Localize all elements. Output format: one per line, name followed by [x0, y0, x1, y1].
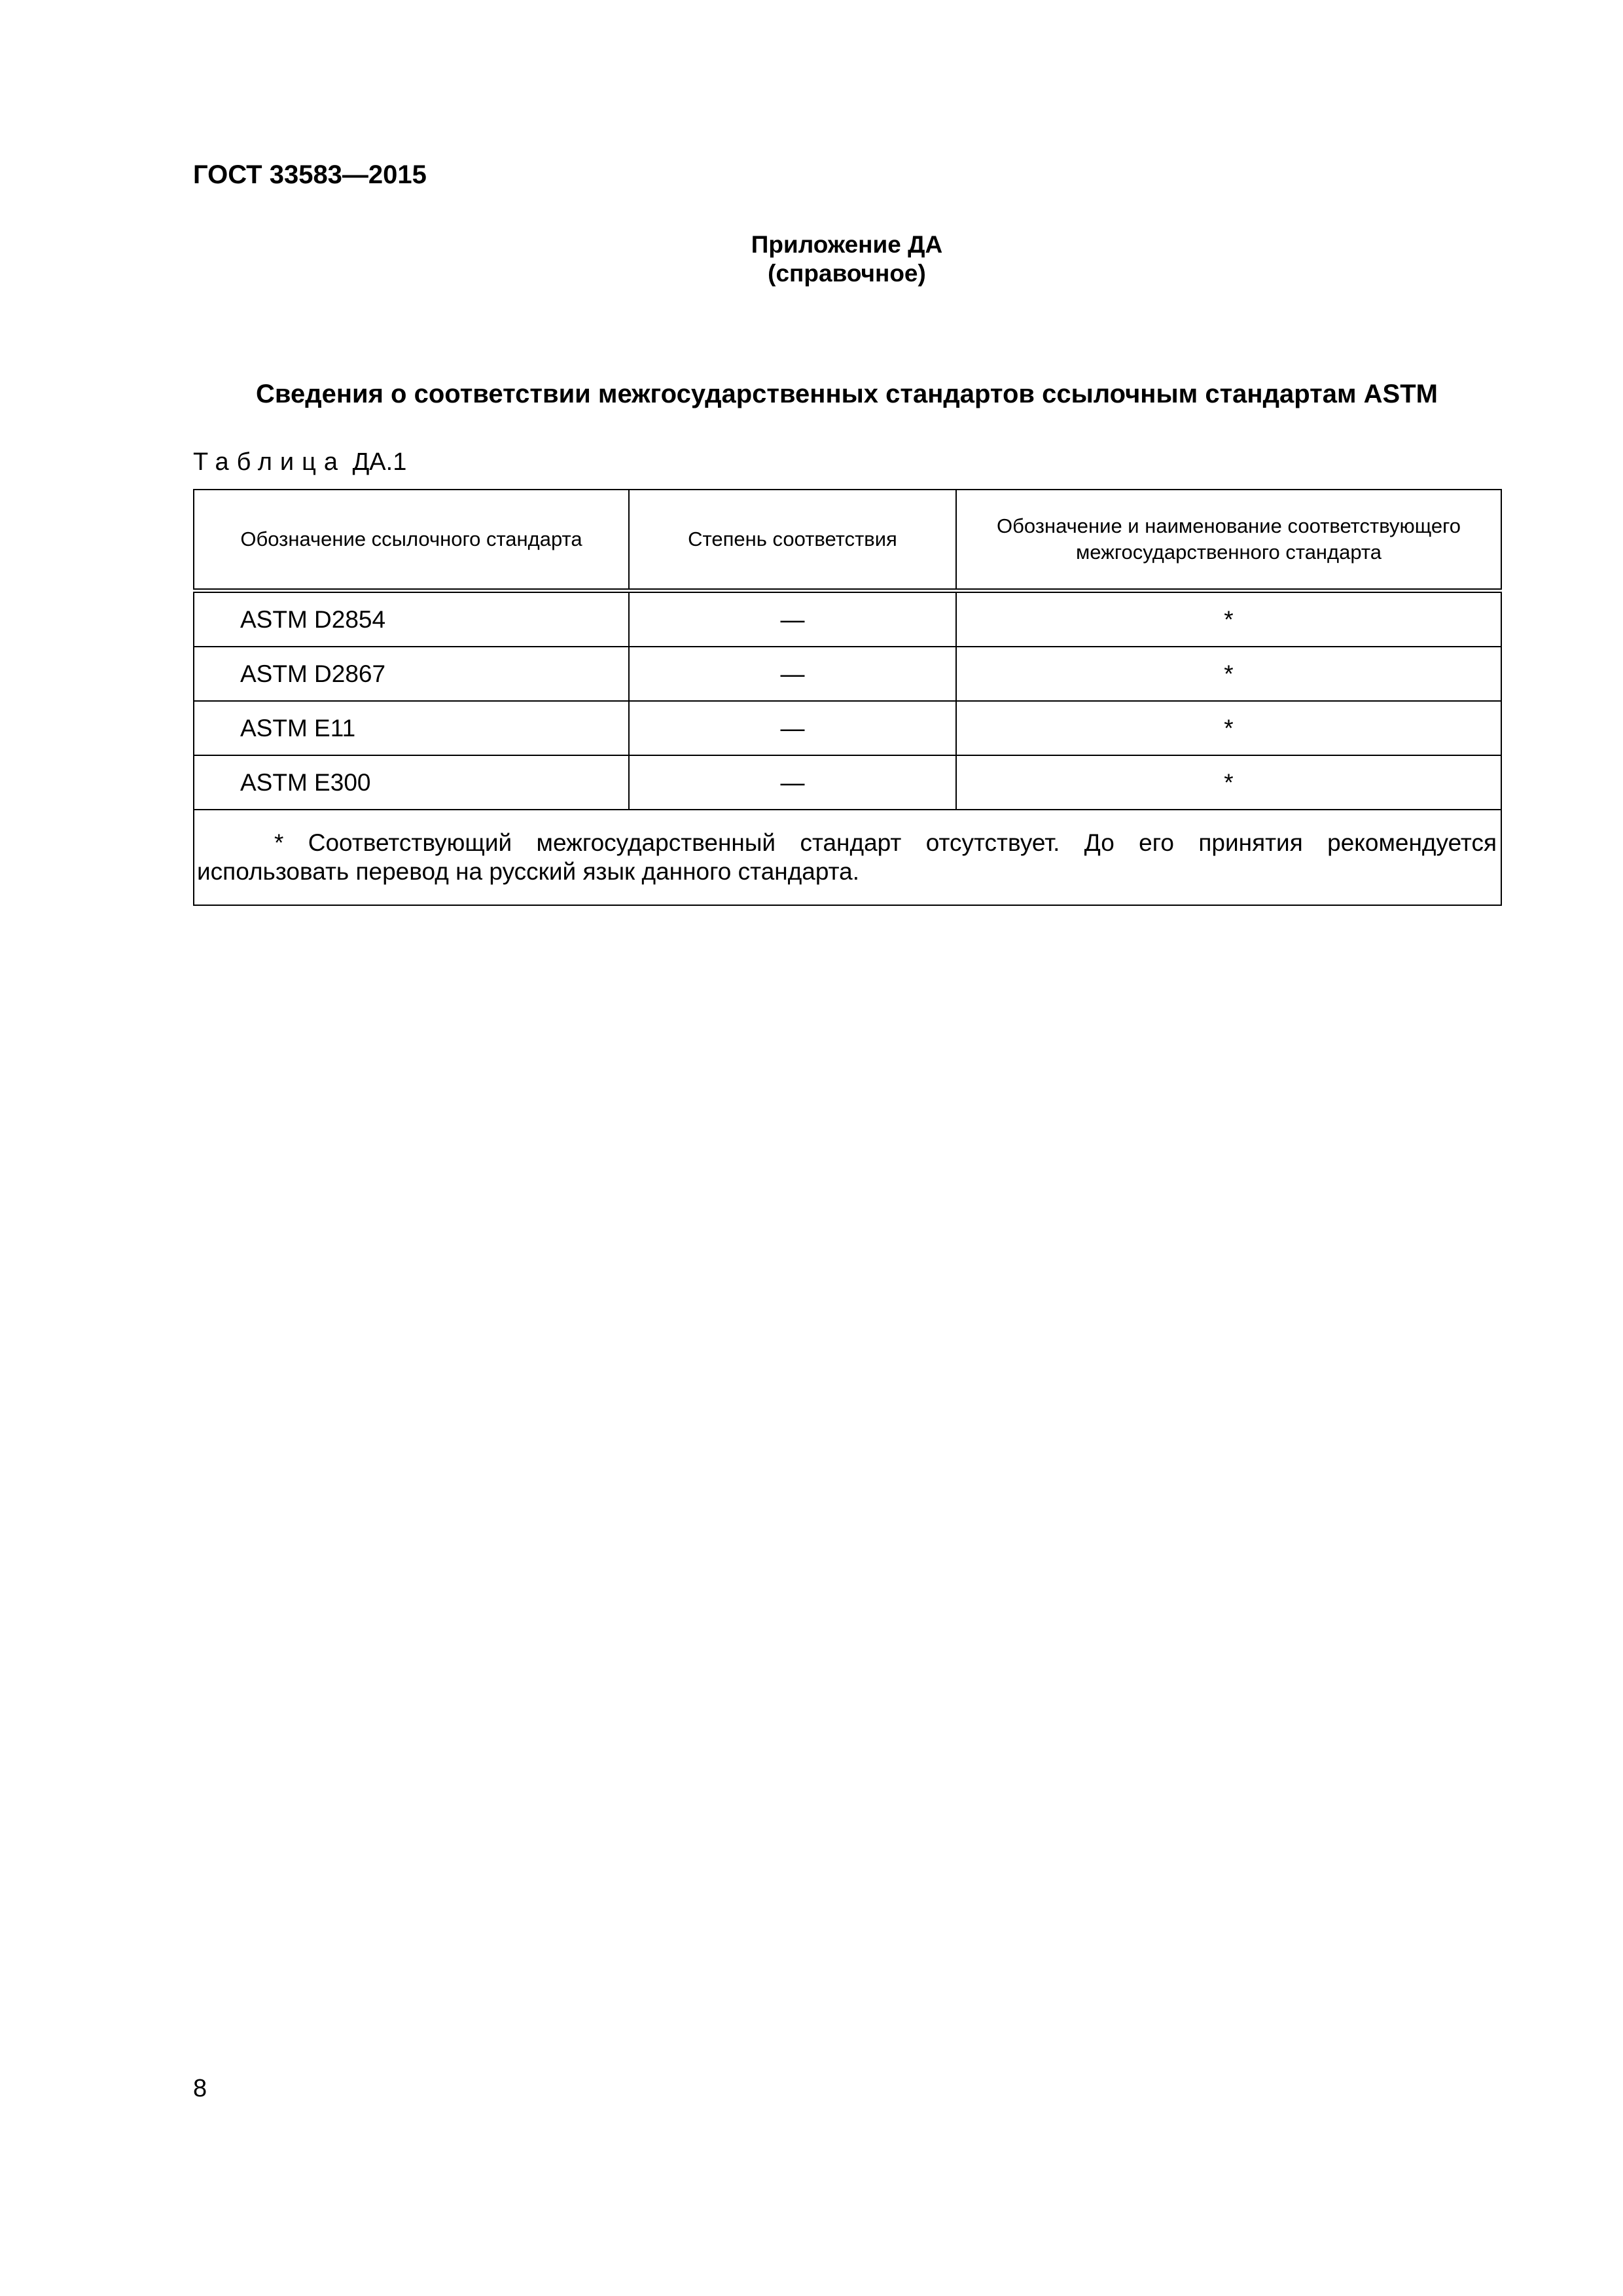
- equivalent-standard-cell: *: [956, 755, 1501, 810]
- column-header-reference-standard: Обозначение ссылочного стандарта: [194, 490, 629, 591]
- degree-cell: —: [629, 647, 956, 701]
- table-caption: [193, 448, 406, 476]
- reference-standard-cell: ASTM D2854: [194, 591, 629, 647]
- table-caption-number: ДА.1: [352, 448, 407, 476]
- degree-cell: —: [629, 755, 956, 810]
- reference-standard-cell: ASTM E11: [194, 701, 629, 755]
- equivalent-standard-cell: *: [956, 701, 1501, 755]
- reference-standard-cell: ASTM E300: [194, 755, 629, 810]
- table-row: [194, 591, 1501, 647]
- column-header-degree: Степень соответствия: [629, 490, 956, 591]
- equivalent-standard-cell: *: [956, 591, 1501, 647]
- equivalent-standard-cell: *: [956, 647, 1501, 701]
- table-footnote-row: [194, 810, 1501, 905]
- table-row: [194, 647, 1501, 701]
- table-row: [194, 755, 1501, 810]
- column-header-equivalent-standard: Обозначение и наименование соответствующего межгосударственного стандарта: [956, 490, 1501, 591]
- correspondence-table-container: [193, 489, 1501, 906]
- document-code: ГОСТ 33583—2015: [193, 160, 427, 189]
- appendix-title: Приложение ДА: [751, 231, 943, 258]
- table-header-row: [194, 490, 1501, 591]
- correspondence-table: [193, 489, 1502, 906]
- degree-cell: —: [629, 591, 956, 647]
- section-title: Сведения о соответствии межгосударственных стандартов ссылочным стандартам ASTM: [256, 380, 1438, 408]
- table-row: [194, 701, 1501, 755]
- reference-standard-cell: ASTM D2867: [194, 647, 629, 701]
- appendix-kind: (справочное): [768, 260, 926, 287]
- page-number: 8: [193, 2075, 207, 2102]
- degree-cell: —: [629, 701, 956, 755]
- table-caption-word: Таблица: [193, 448, 346, 476]
- table-footnote: * Соответствующий межгосударственный стандарт отсутствует. До его принятия рекомендуется использовать перевод на русский язык данного стандарта.: [194, 810, 1501, 905]
